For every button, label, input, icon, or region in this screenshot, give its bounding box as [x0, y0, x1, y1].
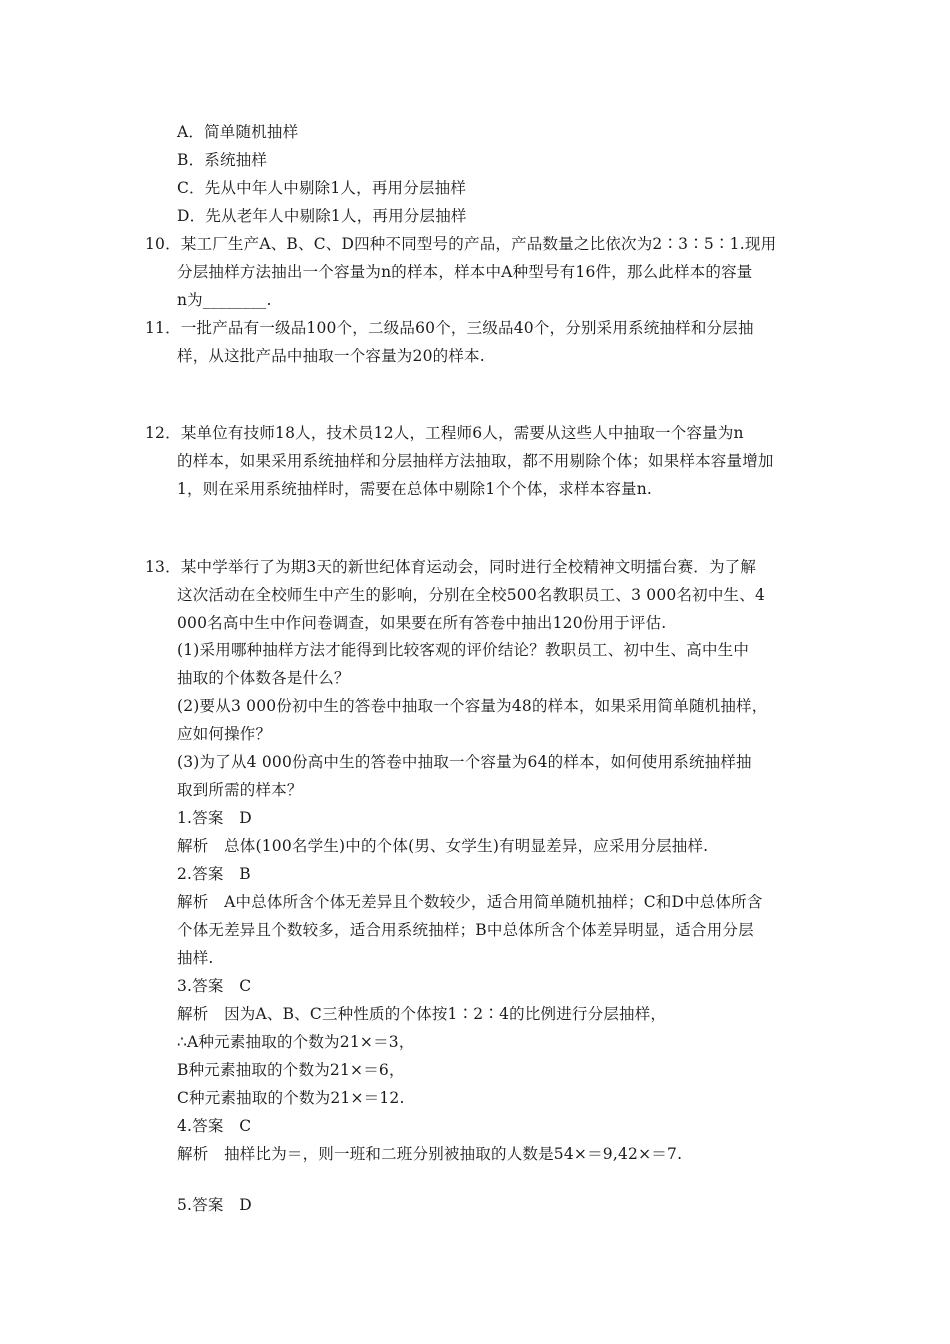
question-13-part-1-line-2: 抽取的个体数各是什么？ [177, 669, 350, 687]
answer-3: 3.答案 C [177, 977, 252, 995]
answer-2-explanation-line-2: 个体无差异且个数较多，适合用系统抽样；B中总体所含个体差异明显，适合用分层 [177, 921, 754, 939]
question-13-part-1-line-1: (1)采用哪种抽样方法才能得到比较客观的评价结论？教职员工、初中生、高中生中 [177, 641, 750, 659]
question-11-line-1: 11．一批产品有一级品100个，二级品60个，三级品40个，分别采用系统抽样和分层抽 [145, 319, 754, 337]
question-12-line-2: 的样本，如果采用系统抽样和分层抽样方法抽取，都不用剔除个体；如果样本容量增加 [177, 452, 774, 470]
question-13-line-1: 13．某中学举行了为期3天的新世纪体育运动会，同时进行全校精神文明擂台赛．为了解 [145, 558, 757, 576]
question-12-line-3: 1，则在采用系统抽样时，需要在总体中剔除1个个体，求样本容量n. [177, 480, 653, 498]
question-13-part-2-line-2: 应如何操作？ [177, 725, 272, 743]
question-12-line-1: 12．某单位有技师18人，技术员12人，工程师6人，需要从这些人中抽取一个容量为n [145, 424, 744, 442]
answer-4: 4.答案 C [177, 1117, 252, 1135]
answer-2-explanation-line-3: 抽样. [177, 949, 214, 967]
question-10-line-2: 分层抽样方法抽出一个容量为n的样本，样本中A种型号有16件，那么此样本的容量 [177, 263, 753, 281]
answer-3-explanation-line-1: 解析 因为A、B、C三种性质的个体按1∶2∶4的比例进行分层抽样， [177, 1005, 667, 1023]
answer-3-explanation-line-3: B种元素抽取的个数为21×＝6， [177, 1061, 405, 1079]
question-13-part-3-line-1: (3)为了从4 000份高中生的答卷中抽取一个容量为64的样本，如何使用系统抽样抽 [177, 753, 752, 771]
answer-4-explanation: 解析 抽样比为＝，则一班和二班分别被抽取的人数是54×＝9,42×＝7. [177, 1145, 683, 1163]
answer-1: 1.答案 D [177, 809, 252, 827]
option-c: C．先从中年人中剔除1人，再用分层抽样 [177, 179, 467, 197]
question-13-line-3: 000名高中生中作问卷调查，如果要在所有答卷中抽出120份用于评估. [177, 614, 667, 632]
question-10-line-3: n为________. [177, 291, 272, 309]
answer-2: 2.答案 B [177, 865, 251, 883]
answer-1-explanation: 解析 总体(100名学生)中的个体(男、女学生)有明显差异，应采用分层抽样. [177, 837, 709, 855]
option-d: D．先从老年人中剔除1人，再用分层抽样 [177, 207, 467, 225]
question-13-line-2: 这次活动在全校师生中产生的影响，分别在全校500名教职员工、3 000名初中生、4 [177, 586, 766, 604]
question-10-line-1: 10．某工厂生产A、B、C、D四种不同型号的产品，产品数量之比依次为2∶3∶5∶1.现用 [145, 235, 777, 253]
answer-2-explanation-line-1: 解析 A中总体所含个体无差异且个数较少，适合用简单随机抽样；C和D中总体所含 [177, 893, 763, 911]
option-a: A．简单随机抽样 [177, 123, 299, 141]
question-13-part-2-line-1: (2)要从3 000份初中生的答卷中抽取一个容量为48的样本，如果采用简单随机抽样， [177, 697, 768, 715]
answer-5: 5.答案 D [177, 1196, 252, 1214]
question-11-line-2: 样，从这批产品中抽取一个容量为20的样本. [177, 347, 485, 365]
option-b: B．系统抽样 [177, 151, 268, 169]
question-13-part-3-line-2: 取到所需的样本？ [177, 781, 303, 799]
answer-3-explanation-line-2: ∴A种元素抽取的个数为21×＝3， [177, 1033, 415, 1051]
answer-3-explanation-line-4: C种元素抽取的个数为21×＝12. [177, 1089, 405, 1107]
